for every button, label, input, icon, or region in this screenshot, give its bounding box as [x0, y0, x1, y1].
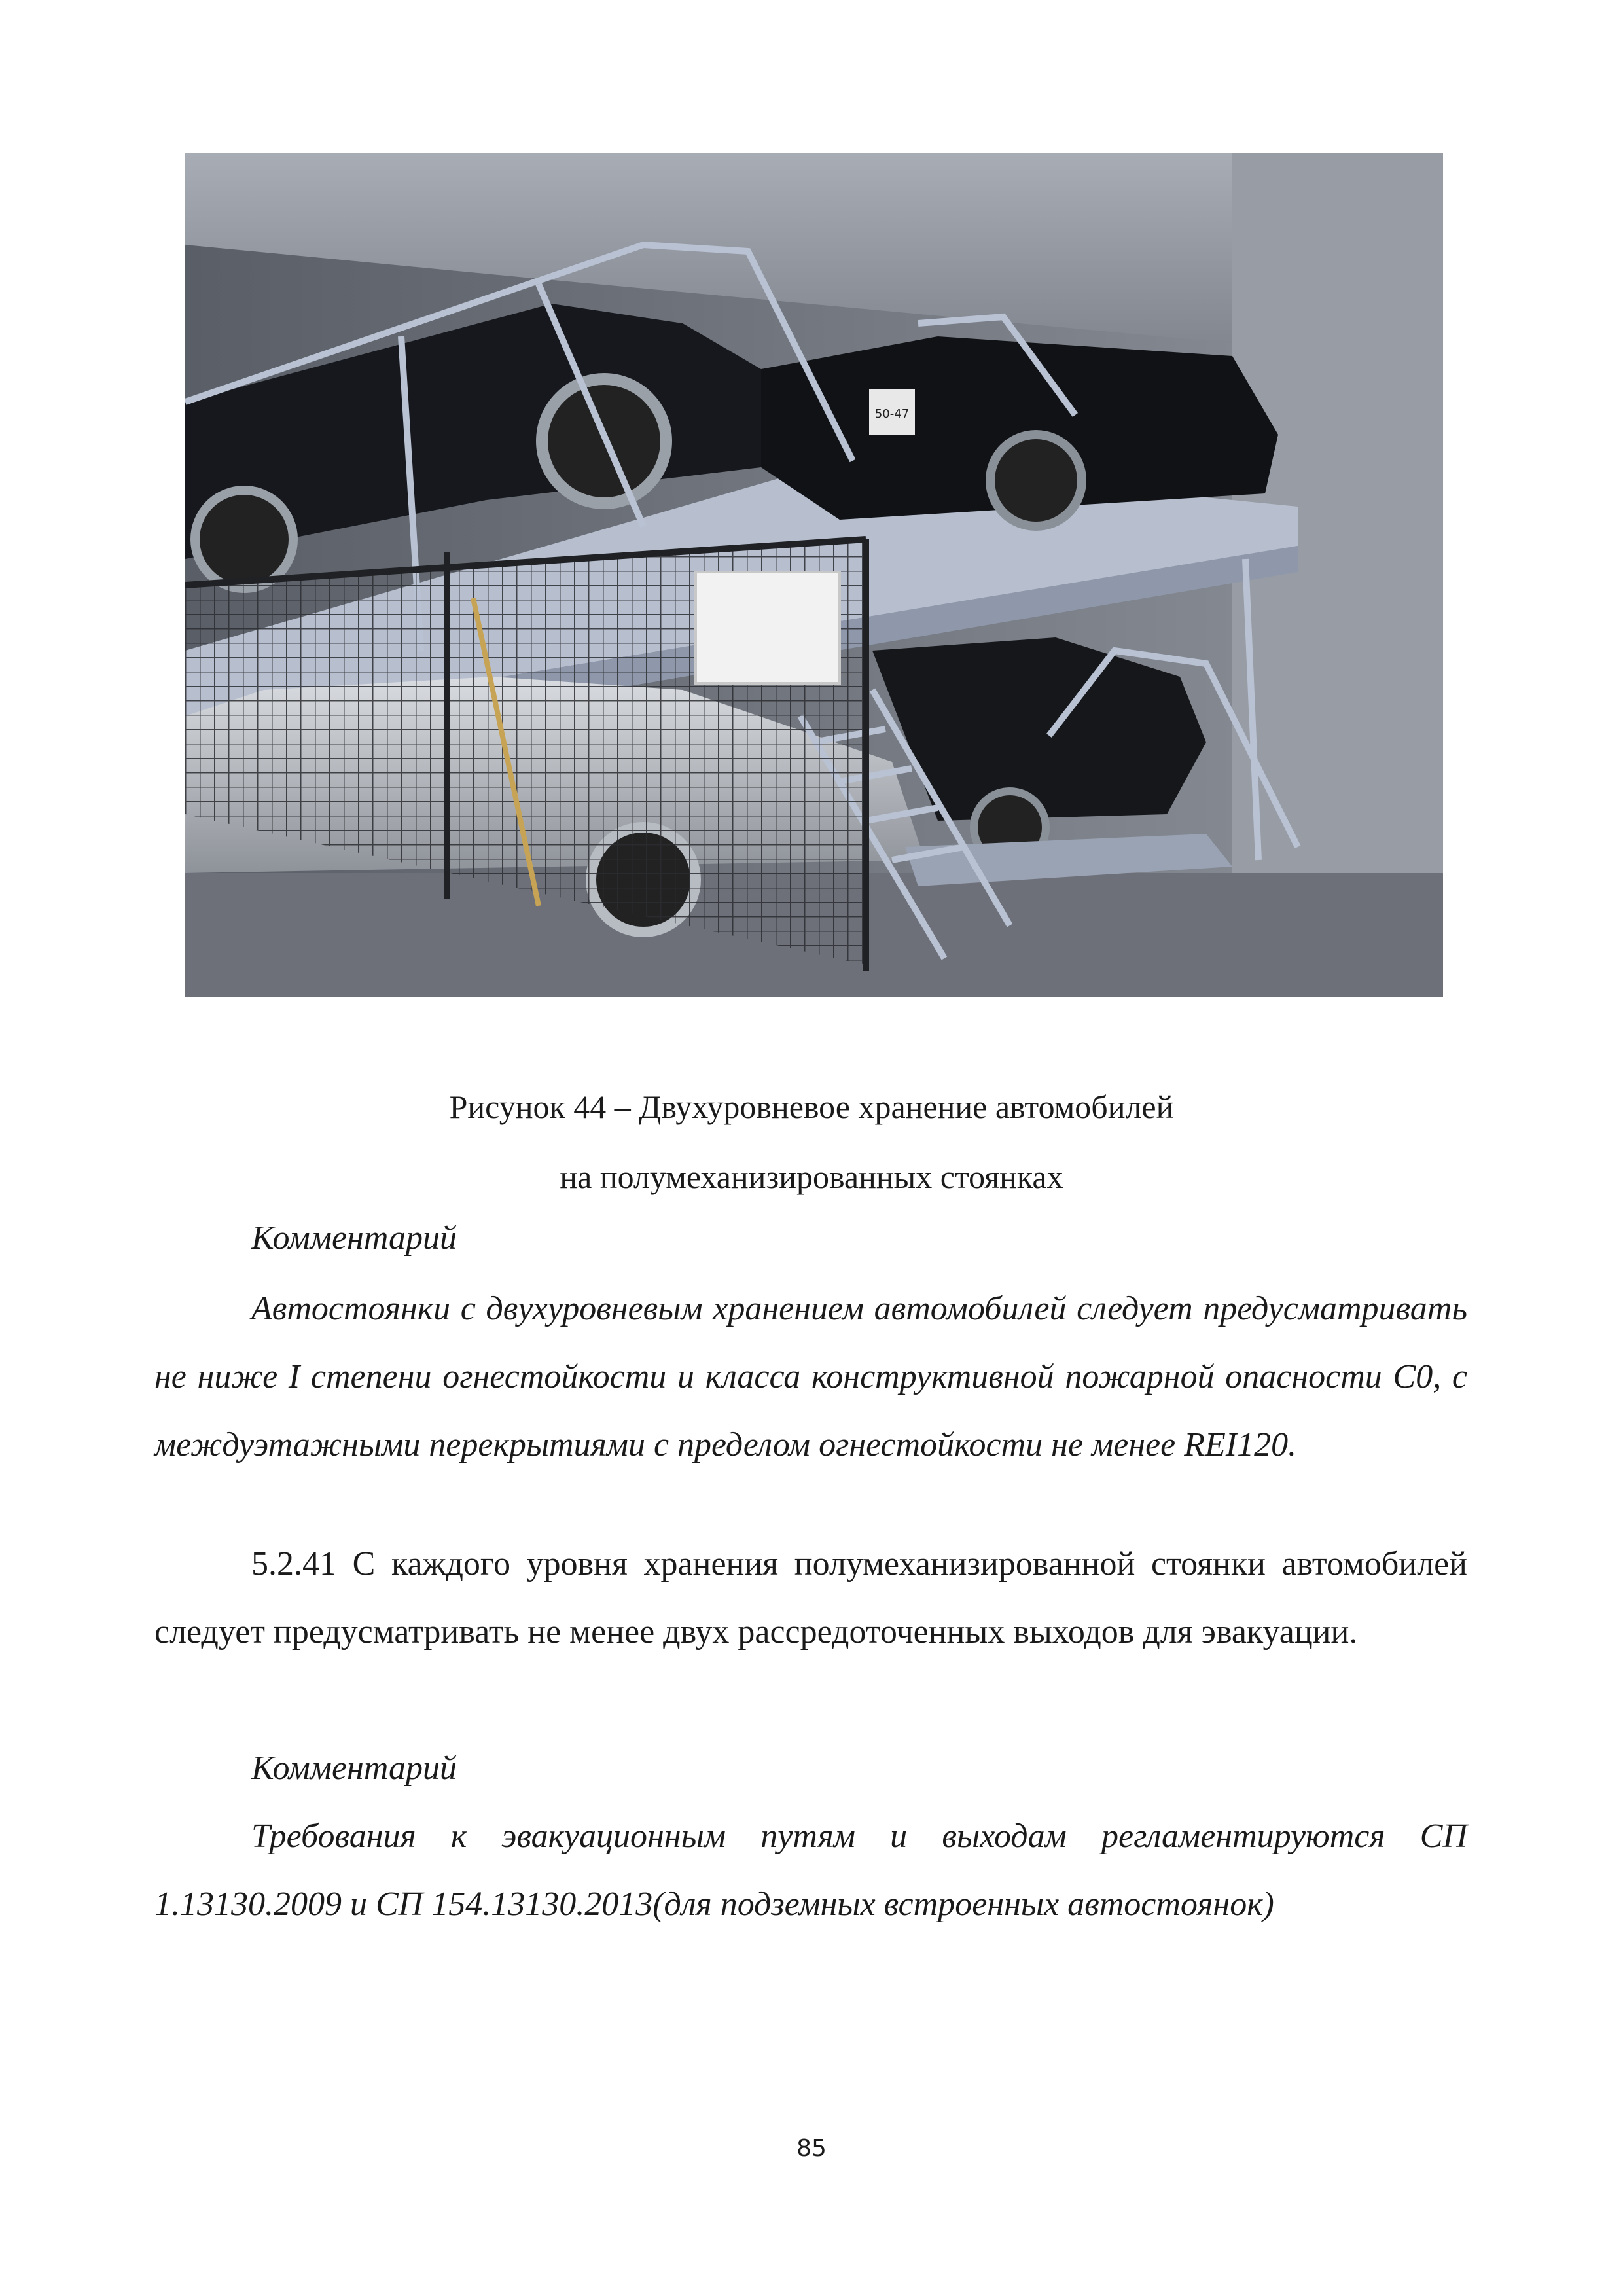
- clause-text: 5.2.41 С каждого уровня хранения полумеханизированной стоянки автомобилей следует предусматривать не менее двух рассредоточенных выходов для эвакуации.: [154, 1545, 1467, 1651]
- comment-text-2: Требования к эвакуационным путям и выходам регламентируются СП 1.13130.2009 и СП 154.13130.2013(для подземных встроенных автостоянок): [154, 1818, 1467, 1923]
- figure-caption-line-2: на полумеханизированных стоянках: [560, 1158, 1063, 1195]
- comment-heading-2: Комментарий: [251, 1749, 457, 1787]
- comment-paragraph: [154, 1275, 1467, 1479]
- comment-text: Автостоянки с двухуровневым хранением автомобилей следует предусматривать не ниже I степени огнестойкости и класса конструктивной пожарной опасности С0, с междуэтажными перекрытиями с пределом огнестойкости не менее REI120.: [154, 1290, 1467, 1463]
- page-number: 85: [796, 2135, 827, 2162]
- license-plate-text: 50-47: [874, 407, 910, 421]
- clause-paragraph: [154, 1530, 1467, 1666]
- figure-caption-line-1: Рисунок 44 – Двухуровневое хранение автомобилей: [449, 1088, 1174, 1125]
- comment-paragraph-2: [154, 1803, 1467, 1939]
- parking-photo: [185, 153, 1443, 997]
- comment-heading: Комментарий: [251, 1219, 457, 1257]
